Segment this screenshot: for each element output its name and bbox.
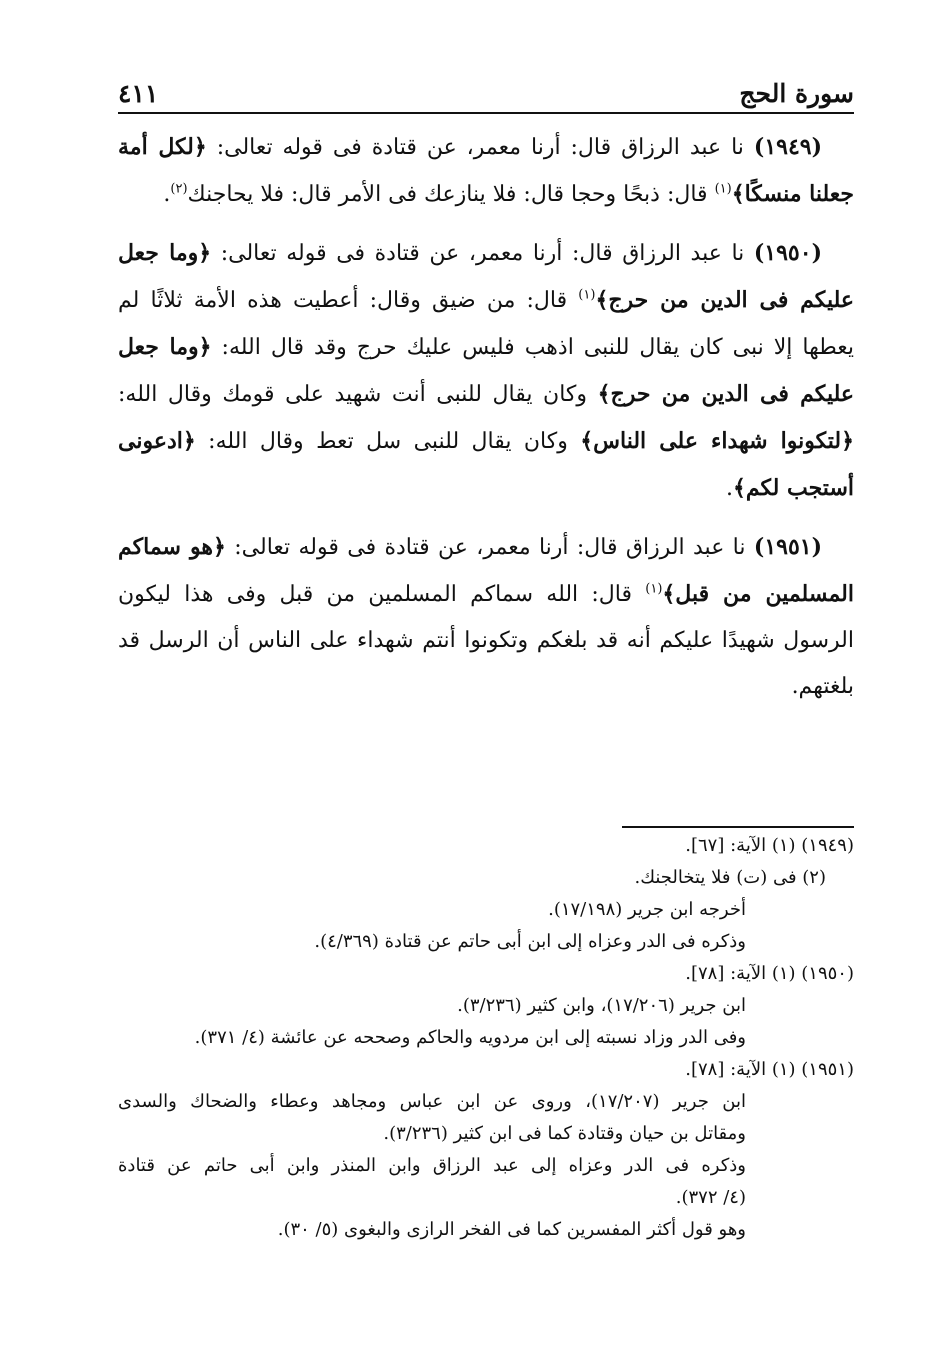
surah-title: سورة الحج [739,79,854,108]
footnote-ref: (١) [645,581,663,597]
footnote-line: (١٩٥١) (١) الآية: [٧٨]. [685,1059,854,1080]
quran-quote: ﴿لكل أمة جعلنا منسكًا﴾ [118,134,854,207]
quran-quote: ﴿ادعونى أستجب لكم﴾ [118,428,854,501]
entry-number: (١٩٥٠) [753,240,822,266]
footnote-line: وذكره فى الدر وعزاه إلى عبد الرزاق وابن المنذر وابن أبى حاتم عن قتادة [118,1155,746,1176]
footnote-line: ابن جرير (١٧/٢٠٧)، وروى عن ابن عباس ومجاهد وعطاء والضحاك والسدى [118,1091,746,1112]
quran-quote: ﴿لتكونوا شهداء على الناس﴾ [580,428,854,454]
quran-quote: ﴿وما جعل عليكم فى الدين من حرج﴾ [118,240,854,313]
entry-1951 [118,524,854,710]
entry-text: قال: ذبحًا وحجا قال: فلا ينازعك فى الأمر قال: فلا يحاجنك [187,182,715,207]
footnote-line: (٢) فى (ت) فلا يتخالجنك. [634,867,826,888]
footnote-line: وهو قول أكثر المفسرين كما فى الفخر الرازى والبغوى (٥/ ٣٠). [277,1219,746,1240]
entry-text: نا عبد الرزاق قال: أرنا معمر، عن قتادة فى قوله تعالى: [211,241,754,266]
entry-number: (١٩٥١) [753,534,822,560]
entry-text: . [163,182,171,207]
entry-text: قال: من ضيق وقال: أعطيت هذه الأمة ثلاثًا لم يعطها إلا نبى كان يقال للنبى اذهب فليس عليك حرج وقد قال الله: [118,288,854,360]
entry-number: (١٩٤٩) [753,134,822,160]
main-text [118,124,854,722]
footnote-line: وذكره فى الدر وعزاه إلى ابن أبى حاتم عن قتادة (٤/٣٦٩). [314,931,746,952]
entry-text: وكان يقال للنبى سل تعط وقال الله: [195,429,581,454]
entry-text: نا عبد الرزاق قال: أرنا معمر، عن قتادة فى قوله تعالى: [206,135,754,160]
footnote-ref: (٢) [170,181,188,197]
footnote-ref: (١) [578,287,596,303]
footnotes [118,830,854,1246]
footnote-line: ومقاتل بن حيان وقتادة كما فى ابن كثير (٣/٢٣٦). [383,1123,746,1144]
footnote-line: (١٩٤٩) (١) الآية: [٦٧]. [685,835,854,856]
page-number: ٤١١ [118,79,159,108]
entry-1949 [118,124,854,218]
footnote-line: أخرجه ابن جرير (١٧/١٩٨). [548,899,746,920]
entry-text: قال: الله سماكم المسلمين من قبل وفى هذا ليكون الرسول شهيدًا عليكم أنه قد بلغكم وتكونوا أنتم شهداء على الناس أن الرسل قد بلغتهم. [118,582,854,699]
entry-text: وكان يقال للنبى أنت شهيد على قومك وقال الله: [118,382,598,407]
footnote-line: ابن جرير (١٧/٢٠٦)، وابن كثير (٣/٢٣٦). [457,995,746,1016]
quran-quote: ﴿وما جعل عليكم فى الدين من حرج﴾ [118,334,854,407]
entry-text: . [725,476,733,501]
footnote-ref: (١) [714,181,732,197]
footnote-line: (١٩٥٠) (١) الآية: [٧٨]. [685,963,854,984]
entry-1950 [118,230,854,512]
footnote-separator [622,826,854,828]
footnote-line: وفى الدر وزاد نسبته إلى ابن مردويه والحاكم وصححه عن عائشة (٤/ ٣٧١). [194,1027,746,1048]
entry-text: نا عبد الرزاق قال: أرنا معمر، عن قتادة فى قوله تعالى: [225,535,754,560]
quran-quote: ﴿هو سماكم المسلمين من قبل﴾ [118,534,854,607]
page-header [118,68,854,114]
footnote-line: (٤/ ٣٧٢). [675,1187,746,1208]
